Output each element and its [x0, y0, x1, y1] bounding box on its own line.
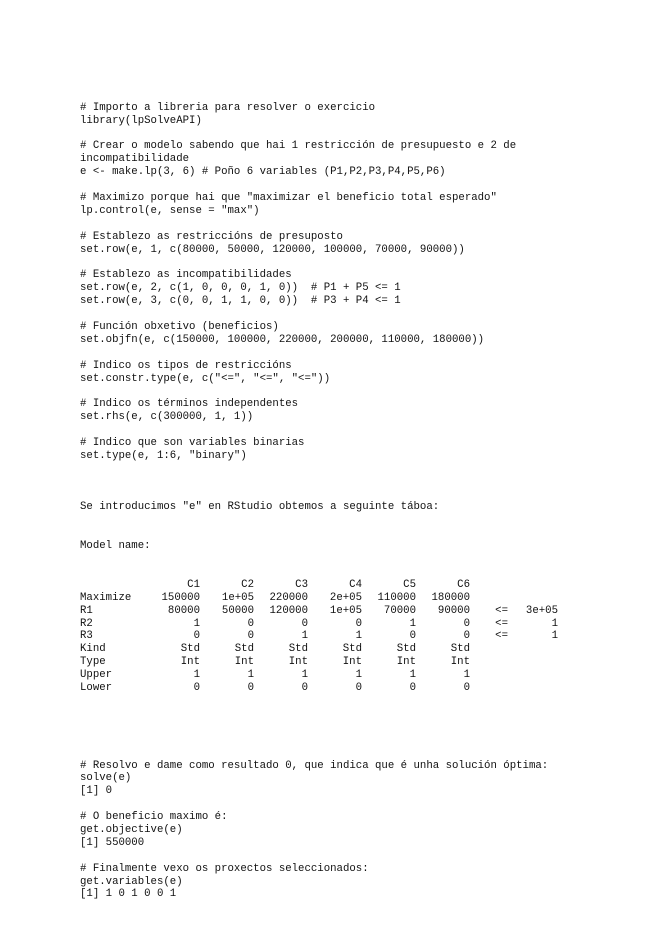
- model-cell: 1e+05: [221, 591, 254, 604]
- result-code-line: get.objective(e): [80, 823, 183, 836]
- model-cell: 0: [301, 617, 308, 630]
- model-cell: Std: [234, 643, 254, 656]
- model-rhs: [508, 592, 558, 605]
- block-comment: # Indico os términos independentes: [80, 398, 299, 411]
- model-rhs: 1: [551, 630, 558, 643]
- model-cell: 0: [247, 682, 254, 695]
- model-cell: Std: [342, 643, 362, 656]
- block-code-line: set.rhs(e, c(300000, 1, 1)): [80, 411, 254, 424]
- model-constraint-op: <=: [495, 604, 508, 617]
- model-column-header: C5: [403, 578, 416, 591]
- block-code-line: lp.control(e, sense = "max"): [80, 204, 260, 217]
- model-rhs: 3e+05: [525, 604, 558, 617]
- model-row-name: R3: [80, 630, 93, 643]
- model-column-header: C2: [241, 578, 254, 591]
- model-table: [80, 579, 558, 695]
- block-code-line: set.row(e, 3, c(0, 0, 1, 1, 0, 0)) # P3 + P4 <= 1: [80, 295, 401, 308]
- model-header-row: [80, 579, 558, 592]
- model-cell: 0: [409, 682, 416, 695]
- model-rhs: [508, 643, 558, 656]
- model-cell: 0: [355, 682, 362, 695]
- block-code-line: set.row(e, 2, c(1, 0, 0, 0, 1, 0)) # P1 + P5 <= 1: [80, 282, 401, 295]
- model-cell: 0: [463, 682, 470, 695]
- model-cell: 1: [193, 669, 200, 682]
- model-cell: 1: [193, 617, 200, 630]
- model-cell: 0: [463, 617, 470, 630]
- model-cell: 220000: [269, 591, 308, 604]
- model-cell: 80000: [167, 604, 200, 617]
- model-rhs: 1: [551, 617, 558, 630]
- model-cell: 110000: [377, 591, 416, 604]
- model-cell: Std: [288, 643, 308, 656]
- model-cell: Int: [234, 656, 254, 669]
- model-cell: 1: [463, 669, 470, 682]
- block-code-line: set.row(e, 1, c(80000, 50000, 120000, 100000, 70000, 90000)): [80, 243, 465, 256]
- model-cell: Int: [288, 656, 308, 669]
- model-cell: 1e+05: [329, 604, 362, 617]
- model-cell: 0: [193, 630, 200, 643]
- block-comment: # Indico que son variables binarias: [80, 436, 305, 449]
- result-code-line: [1] 1 0 1 0 0 1: [80, 888, 177, 901]
- model-row-name: R2: [80, 617, 93, 630]
- model-cell: 0: [193, 682, 200, 695]
- model-row-name: Lower: [80, 682, 113, 695]
- block-comment: # Establezo as incompatibilidades: [80, 269, 292, 282]
- code-blocks: [80, 102, 558, 476]
- model-row-name: R1: [80, 604, 93, 617]
- block-code-line: set.type(e, 1:6, "binary"): [80, 449, 247, 462]
- block-comment: # Crear o modelo sabendo que hai 1 restricción de presupuesto e 2 de: [80, 140, 517, 153]
- block-comment: # Indico os tipos de restriccións: [80, 359, 292, 372]
- model-column-header: C3: [295, 578, 308, 591]
- model-cell: 180000: [431, 591, 470, 604]
- model-cell: 120000: [269, 604, 308, 617]
- result-code-line: [1] 550000: [80, 836, 145, 849]
- model-row: [80, 630, 558, 643]
- block-comment: # Maximizo porque hai que "maximizar el beneficio total esperado": [80, 192, 497, 205]
- block-code-line: e <- make.lp(3, 6) # Poño 6 variables (P1,P2,P3,P4,P5,P6): [80, 166, 446, 179]
- result-blocks: [80, 760, 558, 915]
- model-rhs: [508, 656, 558, 669]
- result-code-line: get.variables(e): [80, 875, 183, 888]
- result-comment: # O beneficio maximo é:: [80, 811, 228, 824]
- model-constraint-op: [470, 656, 508, 669]
- model-cell: 1: [301, 669, 308, 682]
- model-cell: 1: [409, 669, 416, 682]
- model-cell: 0: [247, 617, 254, 630]
- result-code-line: solve(e): [80, 772, 132, 785]
- model-cell: 2e+05: [329, 591, 362, 604]
- model-cell: 0: [301, 682, 308, 695]
- model-row: [80, 656, 558, 669]
- model-column-header: C6: [457, 578, 470, 591]
- block-code-line: library(lpSolveAPI): [80, 114, 202, 127]
- model-column-header: C1: [187, 578, 200, 591]
- model-cell: Std: [396, 643, 416, 656]
- model-row: [80, 643, 558, 656]
- model-name-label: Model name:: [80, 540, 151, 553]
- model-rhs: [508, 682, 558, 695]
- model-row: [80, 669, 558, 682]
- model-cell: 0: [247, 630, 254, 643]
- block-code-line: incompatibilidade: [80, 153, 190, 166]
- model-cell: 70000: [383, 604, 416, 617]
- result-comment: # Resolvo e dame como resultado 0, que indica que é unha solución óptima:: [80, 759, 549, 772]
- model-cell: 1: [247, 669, 254, 682]
- model-cell: 50000: [221, 604, 254, 617]
- model-row-name: Type: [80, 656, 106, 669]
- model-cell: 0: [355, 617, 362, 630]
- model-constraint-op: [470, 669, 508, 682]
- result-comment: # Finalmente vexo os proxectos seleccionados:: [80, 862, 369, 875]
- model-row: [80, 682, 558, 695]
- model-cell: 1: [355, 630, 362, 643]
- model-constraint-op: <=: [495, 630, 508, 643]
- model-row: [80, 605, 558, 618]
- model-row: [80, 592, 558, 605]
- model-cell: 1: [409, 617, 416, 630]
- model-cell: 0: [409, 630, 416, 643]
- model-cell: 1: [301, 630, 308, 643]
- model-cell: 90000: [437, 604, 470, 617]
- model-rhs: [508, 669, 558, 682]
- model-cell: 150000: [161, 591, 200, 604]
- model-constraint-op: [470, 643, 508, 656]
- model-column-header: C4: [349, 578, 362, 591]
- model-row-name: Kind: [80, 643, 106, 656]
- block-code-line: set.constr.type(e, c("<=", "<=", "<=")): [80, 372, 331, 385]
- model-cell: Int: [396, 656, 416, 669]
- model-row: [80, 618, 558, 631]
- model-cell: Int: [180, 656, 200, 669]
- model-constraint-op: [470, 592, 508, 605]
- block-comment: # Función obxetivo (beneficios): [80, 320, 279, 333]
- block-code-line: set.objfn(e, c(150000, 100000, 220000, 200000, 110000, 180000)): [80, 333, 485, 346]
- model-cell: Std: [450, 643, 470, 656]
- model-cell: 1: [355, 669, 362, 682]
- block-comment: # Establezo as restriccións de presuposto: [80, 230, 343, 243]
- model-cell: 0: [463, 630, 470, 643]
- result-code-line: [1] 0: [80, 785, 113, 798]
- model-cell: Int: [450, 656, 470, 669]
- model-constraint-op: [470, 682, 508, 695]
- block-comment: # Importo a libreria para resolver o exercicio: [80, 101, 376, 114]
- model-cell: Int: [342, 656, 362, 669]
- model-row-name: Upper: [80, 669, 113, 682]
- model-constraint-op: <=: [495, 617, 508, 630]
- document-page: [80, 76, 558, 927]
- model-cell: Std: [180, 643, 200, 656]
- intro-text: Se introducimos "e" en RStudio obtemos a seguinte táboa:: [80, 501, 440, 514]
- model-row-name: Maximize: [80, 591, 132, 604]
